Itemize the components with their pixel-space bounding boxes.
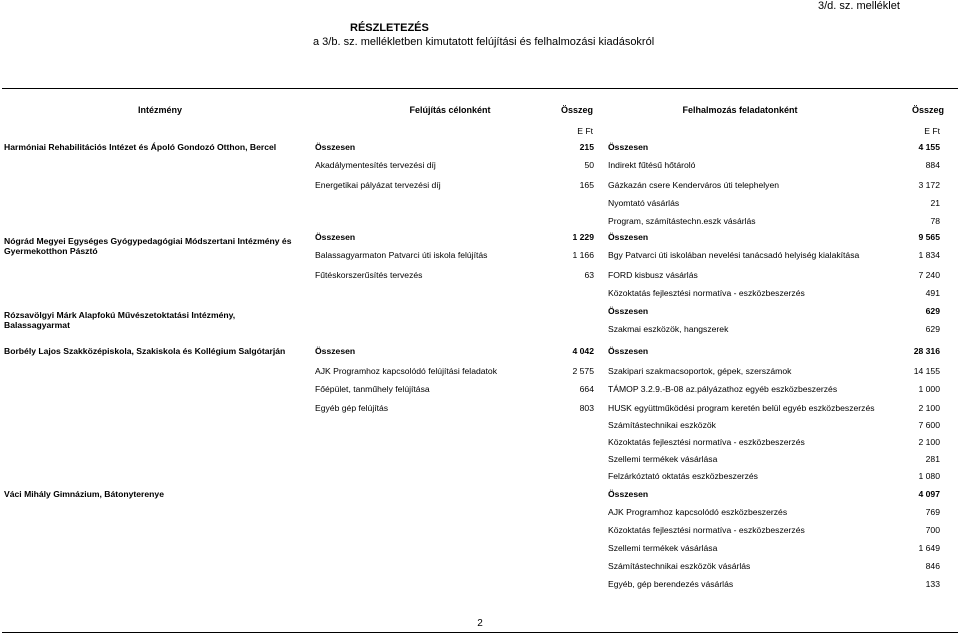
- institution-name: Rózsavölgyi Márk Alapfokú Művészetoktatási Intézmény,: [4, 310, 236, 320]
- investment-value: 7 600: [918, 420, 940, 430]
- investment-total-label: Összesen: [608, 232, 649, 242]
- institution-name: Váci Mihály Gimnázium, Bátonyterenye: [4, 489, 164, 499]
- investment-item: Indirekt fűtésű hőtároló: [608, 160, 696, 170]
- investment-value: 491: [925, 288, 940, 298]
- col-header-amount-1: Összeg: [560, 105, 593, 115]
- investment-total-label: Összesen: [608, 346, 649, 356]
- col-header-institution: Intézmény: [137, 105, 182, 115]
- renovation-item: Egyéb gép felújítás: [315, 403, 389, 413]
- renovation-item: Balassagyarmaton Patvarci úti iskola felújítás: [315, 250, 488, 260]
- investment-value: 884: [925, 160, 940, 170]
- investment-item: Közoktatás fejlesztési normatíva - eszközbeszerzés: [608, 288, 805, 298]
- page-number: 2: [477, 618, 483, 629]
- investment-item: Számítástechnikai eszközök: [608, 420, 716, 430]
- investment-item: Program, számítástechn.eszk vásárlás: [608, 216, 756, 226]
- renovation-total-value: 215: [579, 142, 594, 152]
- investment-item: HUSK együttműködési program keretén belül egyéb eszközbeszerzés: [608, 403, 875, 413]
- investment-value: 1 000: [918, 384, 940, 394]
- institution-name: Borbély Lajos Szakközépiskola, Szakiskola és Kollégium Salgótarján: [4, 346, 286, 356]
- annex-label: 3/d. sz. melléklet: [818, 0, 900, 12]
- investment-item: Számítástechnikai eszközök vásárlás: [608, 561, 751, 571]
- renovation-value: 165: [579, 180, 594, 190]
- renovation-total-label: Összesen: [315, 346, 356, 356]
- investment-value: 133: [925, 579, 940, 589]
- investment-value: 846: [925, 561, 940, 571]
- investment-total-value: 28 316: [913, 346, 940, 356]
- investment-value: 14 155: [913, 366, 940, 376]
- investment-value: 700: [925, 525, 940, 535]
- renovation-value: 803: [579, 403, 594, 413]
- institution-name: Nógrád Megyei Egységes Gyógypedagógiai Módszertani Intézmény és: [4, 236, 292, 246]
- col-header-investment: Felhalmozás feladatonként: [682, 105, 798, 115]
- institution-name-cont: Balassagyarmat: [4, 320, 70, 330]
- investment-total-value: 629: [925, 306, 940, 316]
- investment-item: Közoktatás fejlesztési normatíva - eszközbeszerzés: [608, 525, 805, 535]
- investment-value: 2 100: [918, 403, 940, 413]
- investment-item: TÁMOP 3.2.9.-B-08 az.pályázathoz egyéb eszközbeszerzés: [608, 384, 838, 394]
- investment-item: Egyéb, gép berendezés vásárlás: [608, 579, 734, 589]
- investment-value: 78: [930, 216, 940, 226]
- unit-label-2: E Ft: [924, 126, 940, 136]
- investment-value: 769: [925, 507, 940, 517]
- renovation-item: Energetikai pályázat tervezési díj: [315, 180, 441, 190]
- institution-name: Harmóniai Rehabilitációs Intézet és Ápoló Gondozó Otthon, Bercel: [4, 142, 277, 152]
- investment-value: 1 649: [918, 543, 940, 553]
- investment-value: 281: [925, 454, 940, 464]
- investment-value: 3 172: [918, 180, 940, 190]
- investment-value: 2 100: [918, 437, 940, 447]
- investment-item: FORD kisbusz vásárlás: [608, 270, 698, 280]
- table-top-border: [2, 88, 958, 89]
- renovation-value: 2 575: [572, 366, 594, 376]
- investment-item: Szakipari szakmacsoportok, gépek, szerszámok: [608, 366, 792, 376]
- renovation-item: AJK Programhoz kapcsolódó felújítási feladatok: [315, 366, 498, 376]
- investment-item: Közoktatás fejlesztési normatíva - eszközbeszerzés: [608, 437, 805, 447]
- document-subtitle: a 3/b. sz. mellékletben kimutatott felújítási és felhalmozási kiadásokról: [313, 36, 655, 48]
- col-header-renovation: Felújítás célonként: [409, 105, 491, 115]
- renovation-item: Főépület, tanműhely felújítása: [315, 384, 430, 394]
- renovation-total-value: 1 229: [572, 232, 594, 242]
- investment-value: 1 080: [918, 471, 940, 481]
- investment-item: Bgy Patvarci úti iskolában nevelési tanácsadó helyiség kialakítása: [608, 250, 860, 260]
- renovation-value: 664: [579, 384, 594, 394]
- investment-total-label: Összesen: [608, 306, 649, 316]
- col-header-amount-2: Összeg: [911, 105, 944, 115]
- investment-item: Szellemi termékek vásárlása: [608, 543, 718, 553]
- investment-value: 7 240: [918, 270, 940, 280]
- investment-value: 1 834: [918, 250, 940, 260]
- renovation-item: Fűtéskorszerűsítés tervezés: [315, 270, 423, 280]
- investment-item: AJK Programhoz kapcsolódó eszközbeszerzés: [608, 507, 788, 517]
- investment-value: 629: [925, 324, 940, 334]
- unit-label-1: E Ft: [577, 126, 593, 136]
- investment-item: Nyomtató vásárlás: [608, 198, 680, 208]
- renovation-value: 63: [584, 270, 594, 280]
- investment-total-value: 9 565: [918, 232, 940, 242]
- renovation-total-label: Összesen: [315, 142, 356, 152]
- investment-value: 21: [930, 198, 940, 208]
- investment-total-value: 4 097: [918, 489, 940, 499]
- investment-item: Szakmai eszközök, hangszerek: [608, 324, 729, 334]
- document-title: RÉSZLETEZÉS: [350, 22, 429, 34]
- renovation-value: 1 166: [572, 250, 594, 260]
- investment-total-label: Összesen: [608, 142, 649, 152]
- investment-total-value: 4 155: [918, 142, 940, 152]
- investment-item: Gázkazán csere Kenderváros úti telephelyen: [608, 180, 780, 190]
- institution-name-cont: Gyermekotthon Pásztó: [4, 246, 98, 256]
- investment-item: Szellemi termékek vásárlása: [608, 454, 718, 464]
- renovation-total-value: 4 042: [572, 346, 594, 356]
- renovation-item: Akadálymentesítés tervezési díj: [315, 160, 436, 170]
- investment-total-label: Összesen: [608, 489, 649, 499]
- investment-item: Felzárkóztató oktatás eszközbeszerzés: [608, 471, 758, 481]
- renovation-total-label: Összesen: [315, 232, 356, 242]
- renovation-value: 50: [584, 160, 594, 170]
